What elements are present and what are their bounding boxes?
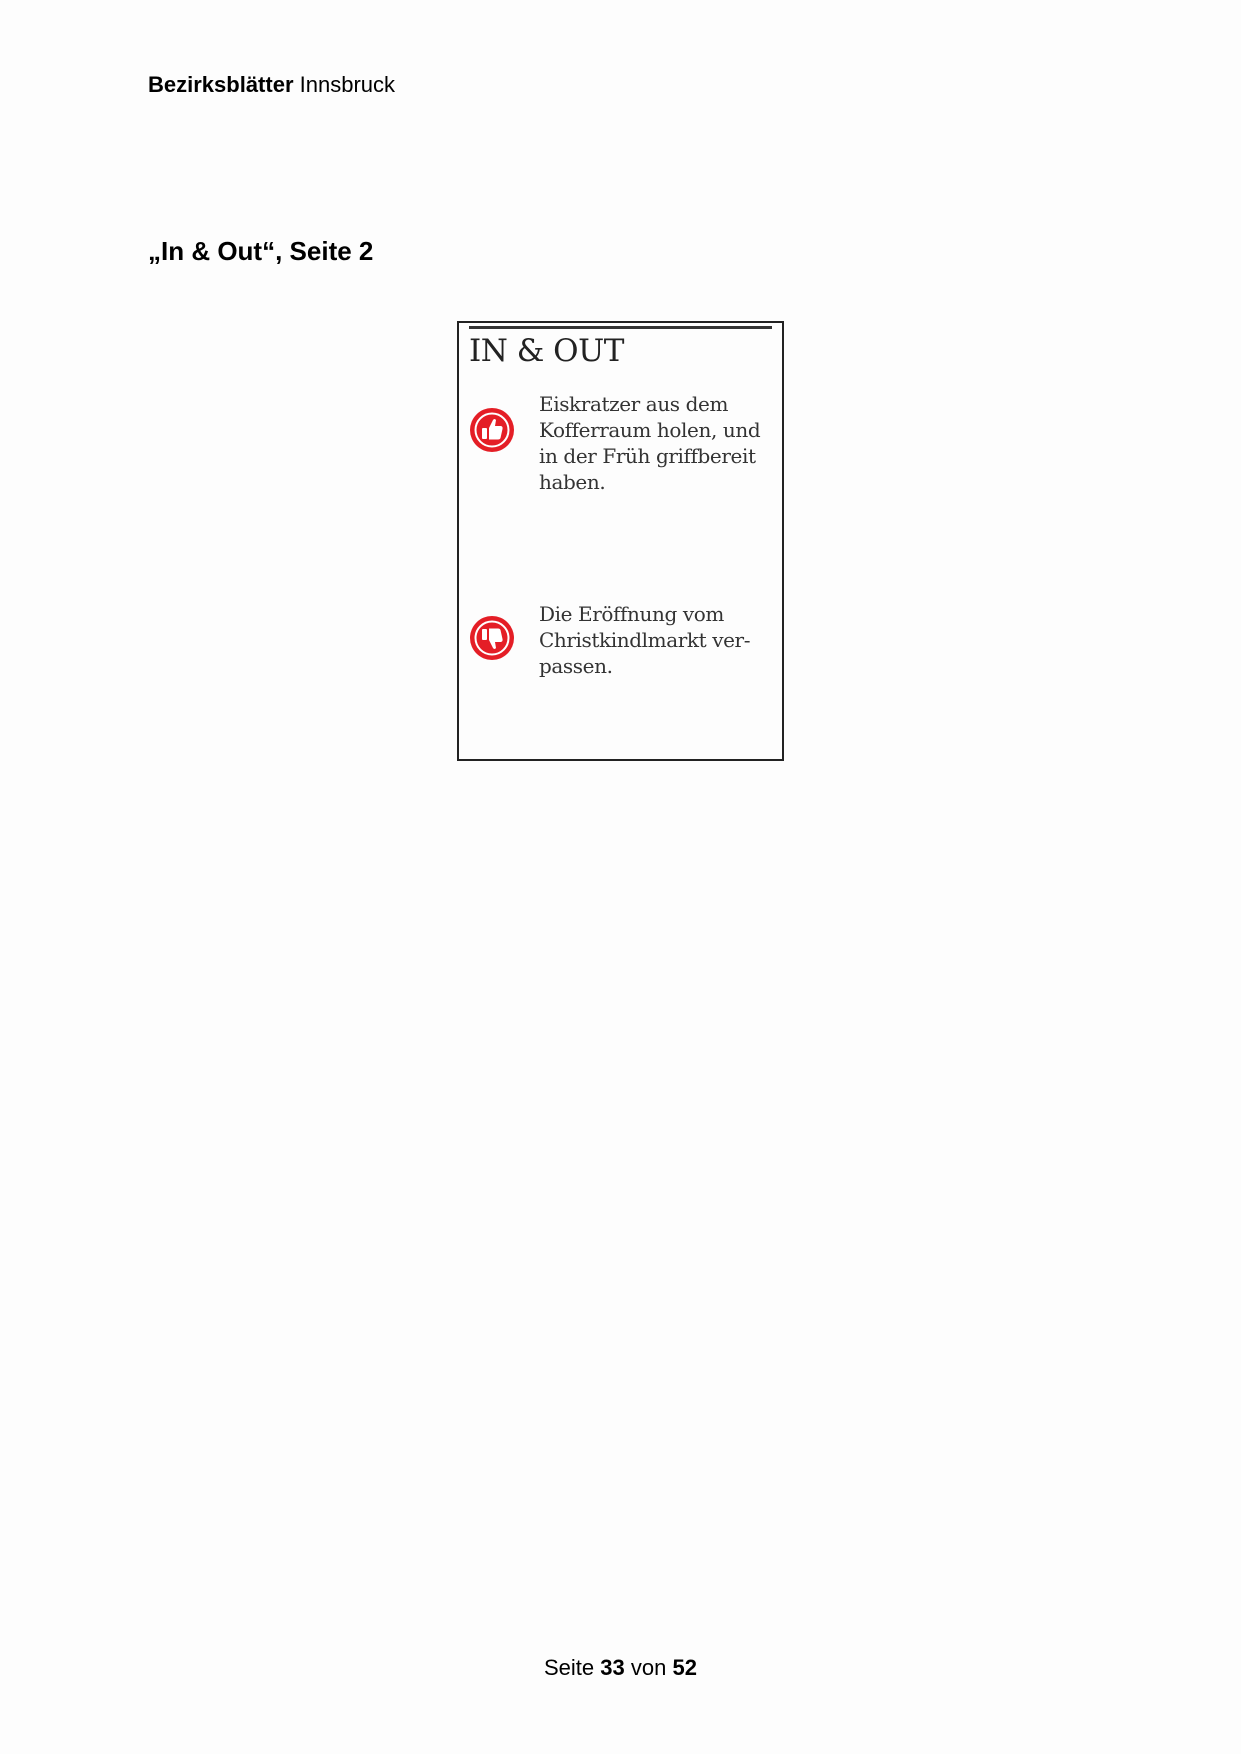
page-header — [148, 72, 395, 98]
brand-name: Bezirksblätter — [148, 72, 294, 97]
page-separator: von — [630, 1655, 667, 1680]
thumbs-up-icon — [469, 407, 515, 453]
brand-region: Innsbruck — [299, 72, 396, 97]
clipping-top-rule — [469, 326, 772, 329]
out-entry-text: Die Eröffnung vom Christkindlmarkt ver- passen. — [539, 602, 751, 678]
newspaper-clipping — [457, 321, 784, 761]
in-entry-text: Eiskratzer aus dem Kofferraum holen, und in der Früh griffbereit haben. — [539, 392, 761, 494]
page-footer — [0, 1655, 1241, 1681]
thumbs-down-icon — [469, 615, 515, 661]
total-page-number: 52 — [672, 1655, 697, 1680]
page-label: Seite — [544, 1655, 595, 1680]
section-title: „In & Out“, Seite 2 — [148, 236, 374, 266]
clipping-title: IN & OUT — [469, 333, 624, 369]
current-page-number: 33 — [600, 1655, 625, 1680]
